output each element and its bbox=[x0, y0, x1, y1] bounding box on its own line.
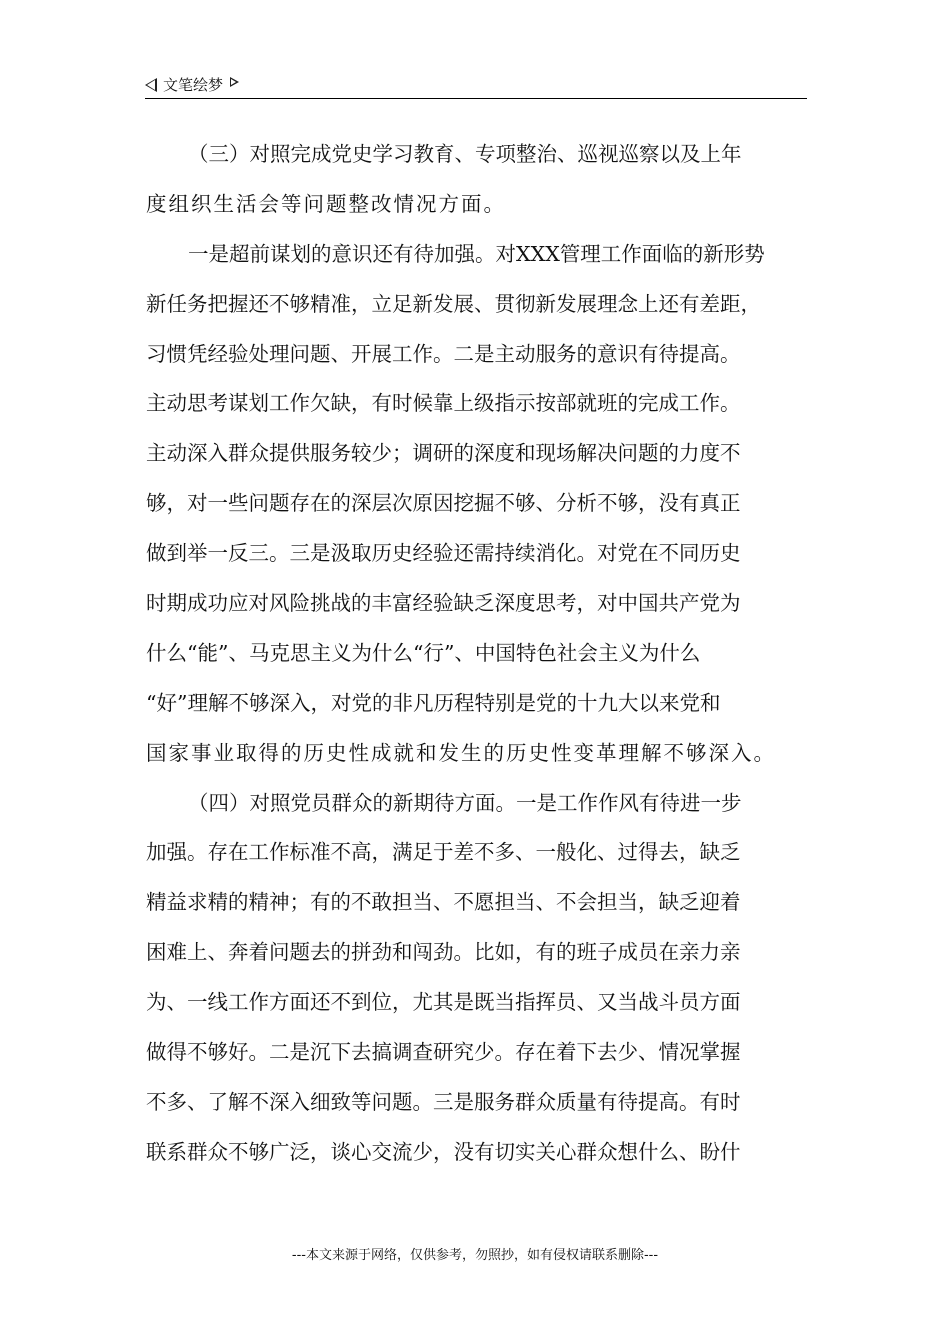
text-line: 主动思考谋划工作欠缺，有时候靠上级指示按部就班的完成工作。 bbox=[146, 391, 741, 416]
text-line: 不多、了解不深入细致等问题。三是服务群众质量有待提高。有时 bbox=[146, 1089, 741, 1114]
text-line: 主动深入群众提供服务较少；调研的深度和现场解决问题的力度不 bbox=[146, 441, 741, 466]
text-line: 一是超前谋划的意识还有待加强。对XXX管理工作面临的新形势 bbox=[188, 241, 765, 266]
page-header bbox=[145, 72, 807, 99]
text-line: 习惯凭经验处理问题、开展工作。二是主动服务的意识有待提高。 bbox=[146, 341, 741, 366]
text-line: 加强。存在工作标准不高，满足于差不多、一般化、过得去，缺乏 bbox=[146, 840, 741, 865]
text-line: （四）对照党员群众的新期待方面。一是工作作风有待进一步 bbox=[188, 790, 742, 815]
text-line: 困难上、奔着问题去的拼劲和闯劲。比如，有的班子成员在亲力亲 bbox=[146, 940, 741, 965]
text-line: 精益求精的精神；有的不敢担当、不愿担当、不会担当，缺乏迎着 bbox=[146, 890, 741, 915]
text-line: 够，对一些问题存在的深层次原因挖掘不够、分析不够，没有真正 bbox=[146, 491, 741, 516]
text-line: 时期成功应对风险挑战的丰富经验缺乏深度思考，对中国共产党为 bbox=[146, 591, 741, 616]
footer-disclaimer: ---本文来源于网络，仅供参考，勿照抄，如有侵权请联系删除--- bbox=[291, 1248, 659, 1263]
text-line: 联系群众不够广泛，谈心交流少，没有切实关心群众想什么、盼什 bbox=[146, 1139, 741, 1164]
text-line: 度组织生活会等问题整改情况方面。 bbox=[146, 191, 506, 216]
text-line: 做得不够好。二是沉下去搞调查研究少。存在着下去少、情况掌握 bbox=[146, 1040, 741, 1065]
triangle-right-icon bbox=[230, 77, 239, 87]
text-line: “好”理解不够深入，对党的非凡历程特别是党的十九大以来党和 bbox=[146, 690, 721, 715]
text-line: 国家事业取得的历史性成就和发生的历史性变革理解不够深入。 bbox=[146, 740, 776, 765]
text-line: 什么“能”、马克思主义为什么“行”、中国特色社会主义为什么 bbox=[146, 640, 701, 665]
text-line: （三）对照完成党史学习教育、专项整治、巡视巡察以及上年 bbox=[188, 142, 742, 166]
triangle-left-icon bbox=[145, 78, 157, 92]
text-line: 新任务把握还不够精准，立足新发展、贯彻新发展理念上还有差距， bbox=[146, 291, 761, 316]
text-line: 为、一线工作方面还不到位，尤其是既当指挥员、又当战斗员方面 bbox=[146, 990, 741, 1015]
header-brand bbox=[145, 74, 239, 95]
brand-label: 文笔绘梦 bbox=[163, 76, 224, 94]
text-line: 做到举一反三。三是汲取历史经验还需持续消化。对党在不同历史 bbox=[146, 541, 741, 566]
document-body bbox=[146, 130, 808, 1178]
